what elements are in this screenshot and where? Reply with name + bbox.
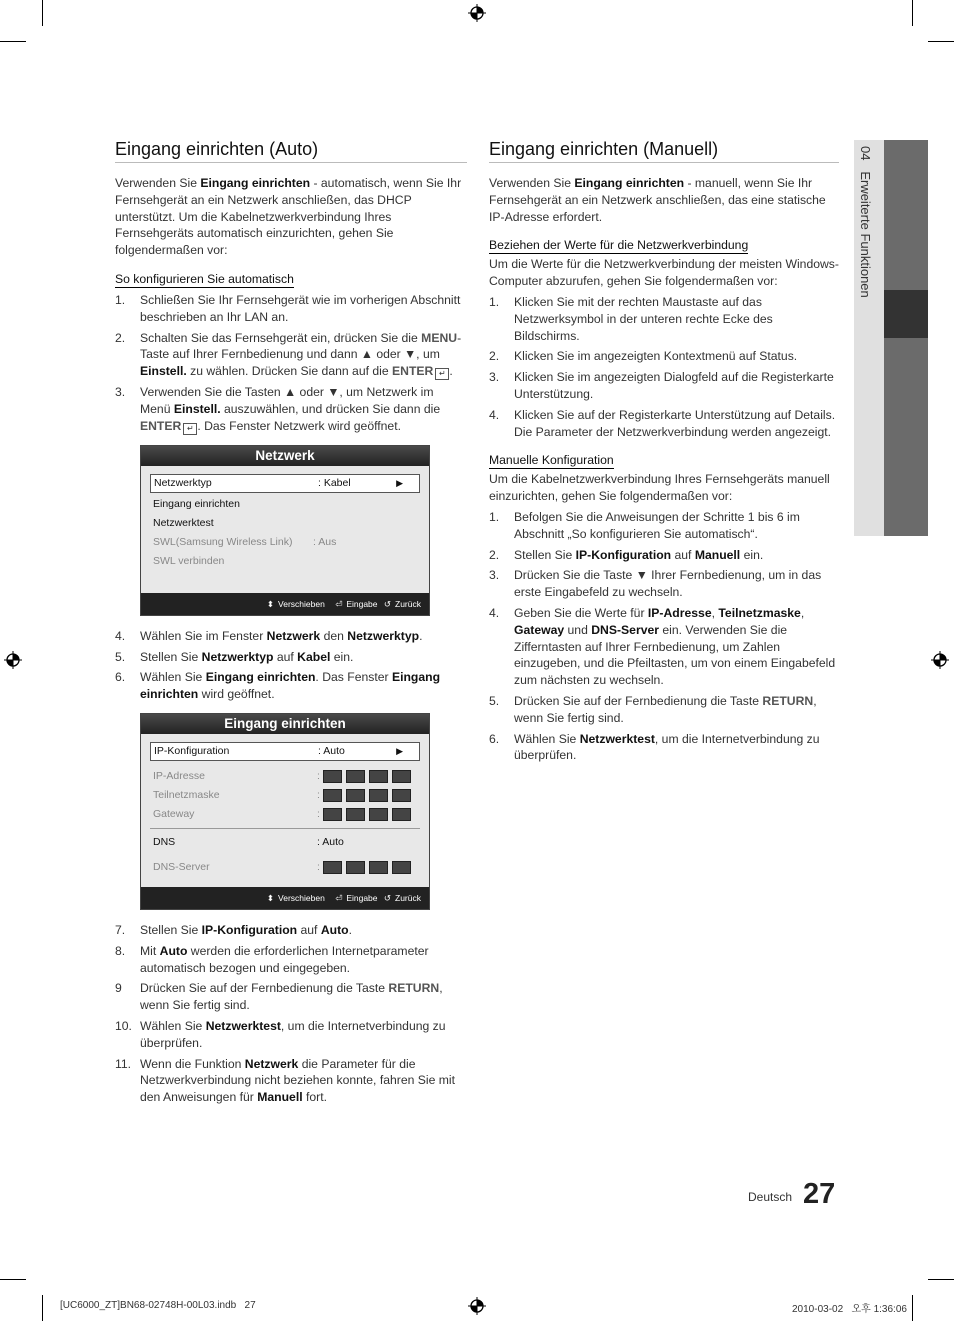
crop-mark — [42, 0, 43, 26]
menu-row: Eingang einrichten — [153, 497, 240, 510]
list-item: 7. Stellen Sie IP-Konfiguration auf Auto. — [115, 922, 352, 937]
enter-icon: ⏎ — [335, 598, 343, 609]
intro-paragraph: Verwenden Sie Eingang einrichten - manuell, wenn Sie Ihr Fernsehgerät an ein Netzwerk anschließen, das eine statische IP-Adresse erfordert. — [489, 176, 826, 224]
menu-row: SWL verbinden — [153, 554, 225, 567]
menu-title: Netzwerk — [141, 446, 429, 466]
section-heading-manual: Eingang einrichten (Manuell) — [489, 138, 839, 163]
page-number: 27 — [803, 1178, 836, 1210]
menu-row-gateway: Gateway : — [150, 805, 420, 824]
menu-row-dns-server: DNS-Server : — [150, 858, 420, 877]
list-item: 4. Klicken Sie auf der Registerkarte Unterstützung auf Details. Die Parameter der Netzwerkverbindung werden angezeigt. — [489, 407, 836, 439]
chapter-label: 04 Erweiterte Funktionen — [858, 146, 873, 298]
paragraph: Um die Kabelnetzwerkverbindung Ihres Fernsehgeräts manuell einzurichten, gehen Sie folgendermaßen vor: — [489, 472, 830, 504]
list-item: 9 Drücken Sie auf der Fernbedienung die Taste RETURN, wenn Sie fertig sind. — [115, 981, 443, 1013]
registration-mark-icon — [931, 651, 949, 669]
menu-footer: ⬍ Verschieben ⏎ Eingabe ↺ Zurück — [141, 593, 429, 615]
list-item: 3. Klicken Sie im angezeigten Dialogfeld auf die Registerkarte Unterstützung. — [489, 370, 834, 401]
list-item: 3. Drücken Sie die Taste ▼ Ihrer Fernbedienung, um in das erste Eingabefeld zu wechseln. — [489, 568, 822, 600]
left-column — [115, 138, 467, 1110]
move-icon: ⬍ — [266, 598, 275, 609]
network-menu-screenshot — [140, 445, 430, 616]
crop-mark — [928, 1279, 954, 1280]
crop-mark — [0, 1279, 26, 1280]
steps-list — [115, 628, 467, 703]
move-icon: ⬍ — [266, 892, 275, 903]
list-item: 11. Wenn die Funktion Netzwerk die Parameter für die Netzwerkverbindung nicht beziehen konnte, fahren Sie mit den Anweisungen für Manuell fort. — [115, 1056, 456, 1105]
list-item: 3. Verwenden Sie die Tasten ▲ oder ▼, um Netzwerk im Menü Einstell. auszuwählen, und drücken Sie dann die ENTER ↵ . Das Fenster Netzwerk wird geöffnet. — [115, 385, 441, 433]
list-item: 5. Drücken Sie auf der Fernbedienung die Taste RETURN, wenn Sie fertig sind. — [489, 693, 817, 725]
crop-mark — [912, 1295, 913, 1321]
right-column — [489, 138, 839, 768]
crop-mark — [0, 41, 26, 42]
crop-mark — [912, 0, 913, 26]
registration-mark-icon — [468, 1297, 486, 1315]
list-item: 2. Klicken Sie im angezeigten Kontextmenü auf Status. — [489, 349, 798, 364]
arrow-right-icon: ▶ — [396, 477, 403, 488]
return-icon: ↺ — [383, 598, 392, 609]
list-item: 5. Stellen Sie Netzwerktyp auf Kabel ein. — [115, 649, 354, 664]
menu-row: SWL(Samsung Wireless Link) : Aus — [153, 535, 337, 548]
arrow-right-icon: ▶ — [396, 745, 403, 756]
list-item: 6. Wählen Sie Eingang einrichten. Das Fenster Eingang einrichten wird geöffnet. — [115, 670, 441, 702]
subheading: Manuelle Konfiguration — [489, 453, 614, 468]
steps-list — [115, 922, 467, 1106]
registration-mark-icon — [4, 651, 22, 669]
enter-icon: ↵ — [183, 423, 197, 435]
return-icon: ↺ — [383, 892, 392, 903]
section-heading-auto: Eingang einrichten (Auto) — [115, 138, 467, 163]
paragraph: Um die Werte für die Netzwerkverbindung der meisten Windows-Computer abzurufen, gehen Sie folgendermaßen vor: — [489, 257, 839, 289]
registration-mark-icon — [468, 4, 486, 22]
enter-icon: ⏎ — [335, 892, 343, 903]
steps-list — [115, 292, 467, 435]
print-timestamp: 2010-03-02 오후 1:36:06 — [792, 1304, 907, 1315]
list-item: 4. Geben Sie die Werte für IP-Adresse, Teilnetzmaske, Gateway und DNS-Server ein. Verwenden Sie die Zifferntasten auf Ihrer Fernbedienung, um Zahlen einzugeben, und die Pfeiltasten, um von einem Eingabefeld zum nächsten zu wechseln. — [489, 605, 836, 688]
menu-row-subnet: Teilnetzmaske : — [150, 786, 420, 805]
list-item: 2. Schalten Sie das Fernsehgerät ein, drücken Sie die MENU-Taste auf Ihrer Fernbedienung und dann ▲ oder ▼, um Einstell. zu wählen. Drücken Sie dann auf die ENTER ↵ . — [115, 330, 462, 379]
enter-icon: ↵ — [435, 368, 449, 380]
crop-mark — [928, 41, 954, 42]
menu-title: Eingang einrichten — [141, 714, 429, 734]
menu-row: Netzwerktest — [153, 516, 214, 529]
subheading: Beziehen der Werte für die Netzwerkverbindung — [489, 238, 749, 253]
list-item: 1. Befolgen Sie die Anweisungen der Schritte 1 bis 6 im Abschnitt „So konfigurieren Sie automatisch“. — [489, 509, 800, 541]
steps-list — [489, 509, 839, 764]
input-setup-menu-screenshot — [140, 713, 430, 910]
menu-row-ip-config: IP-Konfiguration : Auto ▶ — [150, 742, 420, 761]
menu-row-ip-address: IP-Adresse : — [150, 767, 420, 786]
chapter-tab — [854, 140, 928, 536]
menu-footer: ⬍ Verschieben ⏎ Eingabe ↺ Zurück — [141, 887, 429, 909]
list-item: 8. Mit Auto werden die erforderlichen Internetparameter automatisch bezogen und eingegeben. — [115, 943, 429, 975]
subheading: So konfigurieren Sie automatisch — [115, 271, 294, 286]
list-item: 6. Wählen Sie Netzwerktest, um die Internetverbindung zu überprüfen. — [489, 731, 820, 763]
list-item: 1. Schließen Sie Ihr Fernsehgerät wie im vorherigen Abschnitt beschrieben an Ihr LAN an. — [115, 292, 461, 324]
footer-language: Deutsch — [748, 1190, 793, 1204]
list-item: 4. Wählen Sie im Fenster Netzwerk den Netzwerktyp. — [115, 628, 423, 643]
list-item: 1. Klicken Sie mit der rechten Maustaste auf das Netzwerksymbol in der unteren rechte Ecke des Bildschirms. — [489, 294, 773, 343]
intro-paragraph: Verwenden Sie Eingang einrichten - automatisch, wenn Sie Ihr Fernsehgerät an ein Netzwerk anschließen, das DHCP unterstützt. Um die Kabelnetzwerkverbindung Ihres Fernsehgeräts automatisch einzurichten, gehen Sie folgendermaßen vor: — [115, 176, 462, 258]
list-item: 10. Wählen Sie Netzwerktest, um die Internetverbindung zu überprüfen. — [115, 1018, 446, 1050]
list-item: 2. Stellen Sie IP-Konfiguration auf Manuell ein. — [489, 547, 764, 562]
steps-list — [489, 294, 839, 440]
menu-row-network-type: Netzwerktyp : Kabel ▶ — [150, 474, 420, 493]
menu-row-dns: DNS : Auto — [153, 835, 344, 848]
file-info: [UC6000_ZT]BN68-02748H-00L03.indb 27 — [60, 1300, 256, 1311]
crop-mark — [42, 1295, 43, 1321]
